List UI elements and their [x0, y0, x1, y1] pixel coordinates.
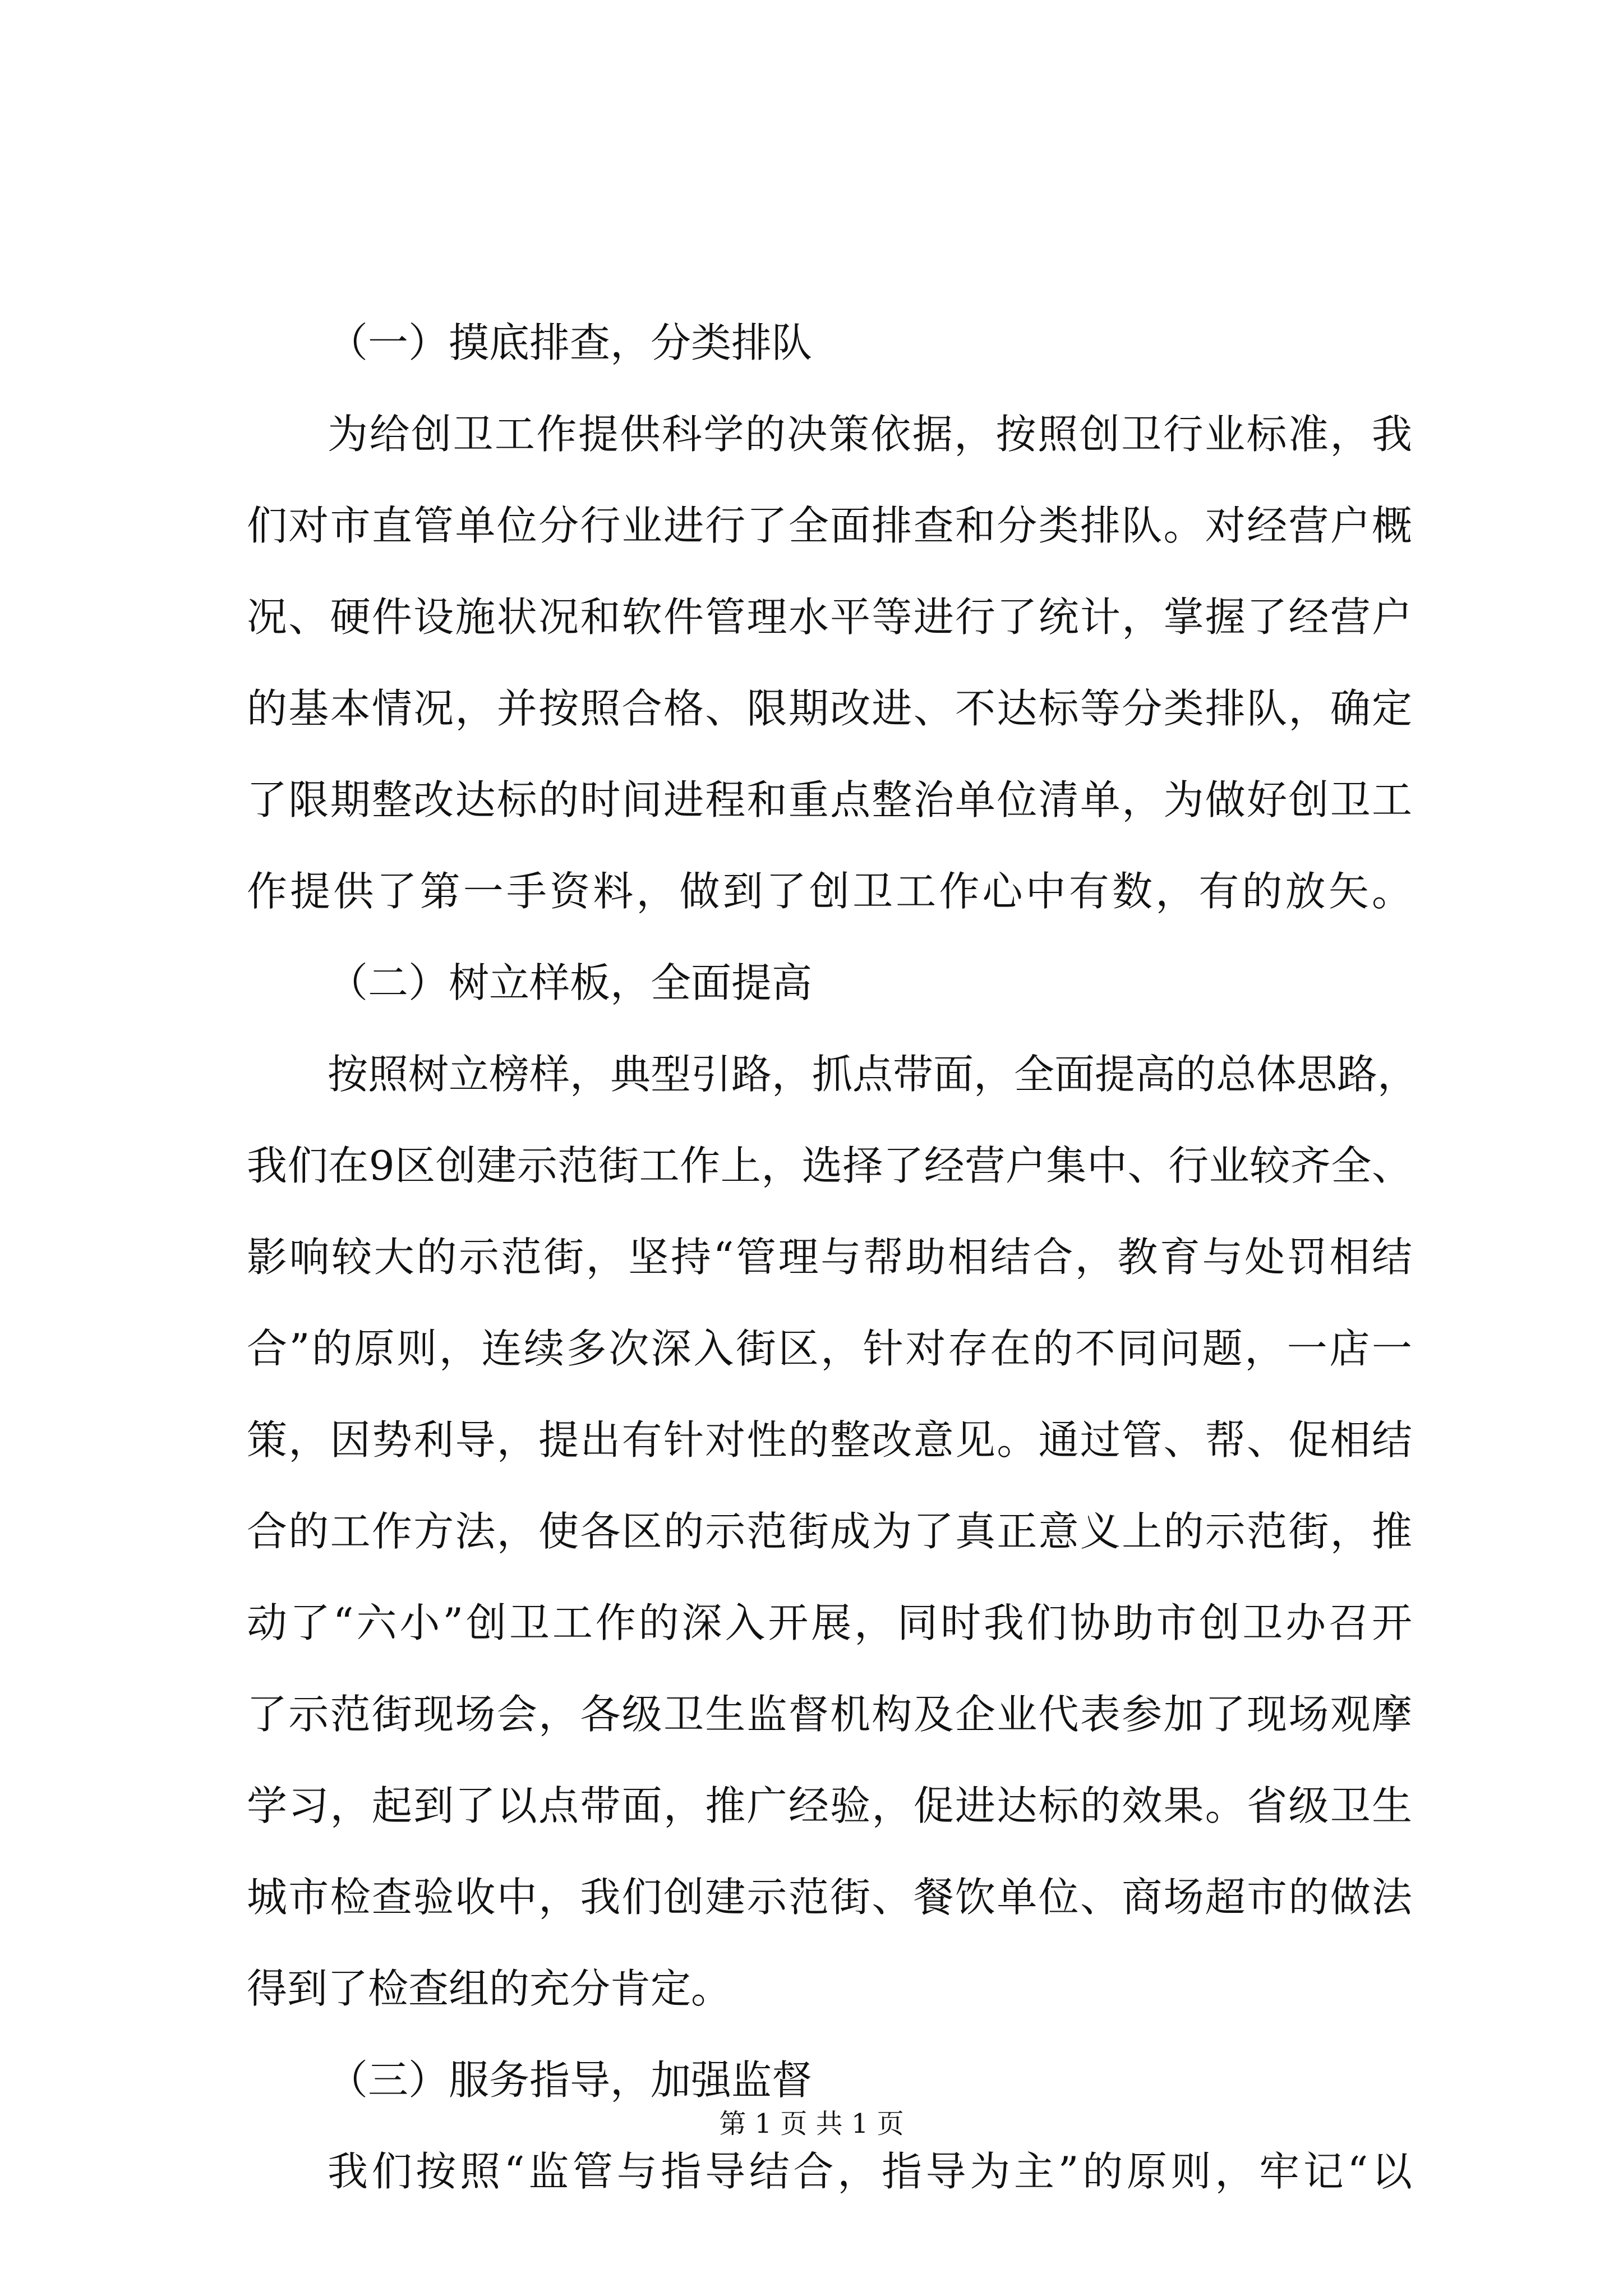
paragraph-line: 了限期整改达标的时间进程和重点整治单位清单，为做好创卫工 — [247, 776, 1412, 823]
paragraph-line: 我们按照“监管与指导结合，指导为主”的原则，牢记“以 — [328, 2148, 1412, 2195]
paragraph-line: 合的工作方法，使各区的示范街成为了真正意义上的示范街，推 — [247, 1508, 1412, 1555]
paragraph-line: 了示范街现场会，各级卫生监督机构及企业代表参加了现场观摩 — [247, 1691, 1412, 1738]
paragraph-line: 的基本情况，并按照合格、限期改进、不达标等分类排队，确定 — [247, 685, 1412, 732]
paragraph-line: 况、硬件设施状况和软件管理水平等进行了统计，掌握了经营户 — [247, 593, 1412, 641]
paragraph-line: 我们在9区创建示范街工作上，选择了经营户集中、行业较齐全、 — [247, 1142, 1412, 1189]
section-heading-2: （二）树立样板，全面提高 — [328, 959, 813, 1006]
paragraph-line: 得到了检查组的充分肯定。 — [247, 1965, 732, 2012]
paragraph-line: 合”的原则，连续多次深入街区，针对存在的不同问题，一店一 — [247, 1325, 1412, 1372]
paragraph-line: 学习，起到了以点带面，推广经验，促进达标的效果。省级卫生 — [247, 1782, 1412, 1829]
section-heading-3: （三）服务指导，加强监督 — [328, 2056, 813, 2104]
paragraph-line: 影响较大的示范街，坚持“管理与帮助相结合，教育与处罚相结 — [247, 1234, 1412, 1281]
paragraph-line: 城市检查验收中，我们创建示范街、餐饮单位、商场超市的做法 — [247, 1874, 1412, 1921]
paragraph-line: 们对市直管单位分行业进行了全面排查和分类排队。对经营户概 — [247, 502, 1412, 549]
paragraph-line: 动了“六小”创卫工作的深入开展，同时我们协助市创卫办召开 — [247, 1599, 1412, 1646]
paragraph-line: 为给创卫工作提供科学的决策依据，按照创卫行业标准，我 — [328, 411, 1412, 458]
section-heading-1: （一）摸底排查，分类排队 — [328, 319, 813, 366]
document-body — [247, 297, 1418, 2217]
paragraph-line: 按照树立榜样，典型引路，抓点带面，全面提高的总体思路， — [328, 1051, 1418, 1098]
paragraph-line: 策，因势利导，提出有针对性的整改意见。通过管、帮、促相结 — [247, 1416, 1412, 1464]
paragraph-line: 作提供了第一手资料，做到了创卫工作心中有数，有的放矢。 — [247, 868, 1412, 915]
page-footer: 第 1 页 共 1 页 — [719, 2108, 904, 2139]
